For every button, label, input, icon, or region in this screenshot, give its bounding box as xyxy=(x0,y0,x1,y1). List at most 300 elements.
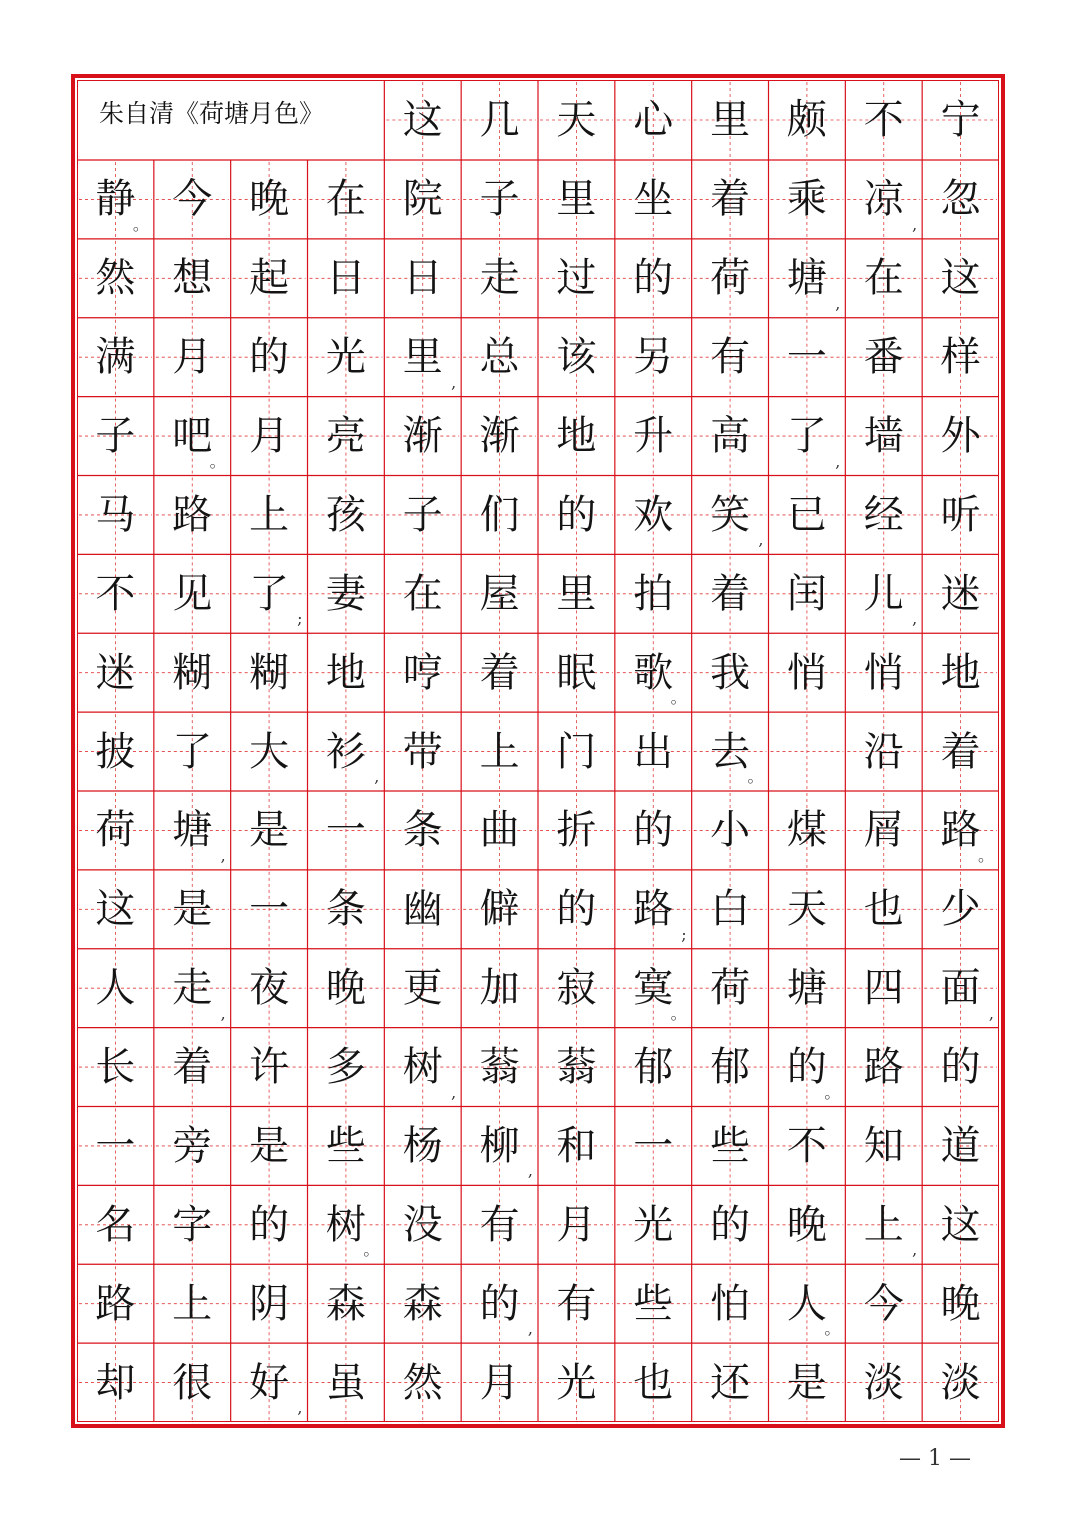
grid-cell xyxy=(692,1264,769,1343)
punctuation-mark: 。 xyxy=(363,1240,380,1260)
grid-cell xyxy=(77,318,154,397)
character: 知 xyxy=(863,1122,904,1169)
character: 马 xyxy=(95,491,136,538)
character: 有 xyxy=(710,334,751,381)
grid-cell xyxy=(154,791,231,870)
grid-cell xyxy=(769,476,846,555)
grid-cell xyxy=(154,1185,231,1264)
character: 上 xyxy=(249,491,290,538)
grid-cell xyxy=(692,1343,769,1422)
character: 不 xyxy=(786,1122,827,1169)
character: 月 xyxy=(479,1359,520,1406)
punctuation-mark: 。 xyxy=(824,1319,841,1339)
character: 月 xyxy=(172,334,213,381)
grid-cell xyxy=(308,318,385,397)
grid-cell xyxy=(231,791,308,870)
character: 少 xyxy=(940,886,981,933)
character: 地 xyxy=(325,649,366,696)
punctuation-mark: 。 xyxy=(670,688,687,708)
grid-cell xyxy=(308,633,385,712)
character: 高 xyxy=(710,413,751,460)
character: 悄 xyxy=(786,649,827,696)
character: 起 xyxy=(249,255,290,302)
character: 杨 xyxy=(402,1122,443,1169)
grid-cell xyxy=(692,1185,769,1264)
character: 欢 xyxy=(633,491,674,538)
grid-cell xyxy=(615,476,692,555)
character: 森 xyxy=(325,1280,366,1327)
character: 好 xyxy=(249,1359,290,1406)
grid-cell xyxy=(769,633,846,712)
grid-cell xyxy=(231,318,308,397)
character: 淡 xyxy=(863,1359,904,1406)
grid-cell xyxy=(461,1185,538,1264)
character: 旁 xyxy=(172,1122,213,1169)
character: 拍 xyxy=(633,570,674,617)
grid-cell xyxy=(845,476,922,555)
grid-cell xyxy=(461,476,538,555)
grid-cell xyxy=(77,870,154,949)
grid-cell xyxy=(692,476,769,555)
grid-cell xyxy=(384,1028,461,1107)
grid-cell xyxy=(538,239,615,318)
character: 亮 xyxy=(325,413,366,460)
grid-cell xyxy=(769,318,846,397)
character: 渐 xyxy=(402,413,443,460)
punctuation-mark: , xyxy=(758,530,764,550)
grid-cell xyxy=(922,1343,999,1422)
character: 树 xyxy=(402,1044,443,1091)
grid-cell xyxy=(461,160,538,239)
grid-cell xyxy=(845,1028,922,1107)
character: 里 xyxy=(710,97,751,143)
grid-cell xyxy=(154,397,231,476)
character: 寞 xyxy=(633,965,674,1012)
grid-cell xyxy=(845,160,922,239)
grid-cell xyxy=(922,397,999,476)
grid-cell xyxy=(769,160,846,239)
character: 眠 xyxy=(556,649,597,696)
character: 加 xyxy=(479,965,520,1012)
character: 今 xyxy=(863,1280,904,1327)
character: 在 xyxy=(863,255,904,302)
grid-cell xyxy=(922,80,999,160)
punctuation-mark: , xyxy=(374,767,380,786)
page-number: — 1 — xyxy=(899,1445,971,1471)
character: 很 xyxy=(172,1359,213,1406)
grid-cell xyxy=(615,397,692,476)
character: 荷 xyxy=(95,807,136,854)
punctuation-mark: , xyxy=(988,1003,994,1023)
character: 树 xyxy=(325,1201,366,1248)
grid-cell xyxy=(231,1343,308,1422)
grid-cell xyxy=(77,1343,154,1422)
grid-cell xyxy=(615,633,692,712)
character: 这 xyxy=(940,1201,981,1248)
character: 满 xyxy=(95,334,136,381)
character: 着 xyxy=(940,728,981,775)
character: 走 xyxy=(172,965,213,1012)
character: 月 xyxy=(249,413,290,460)
character: 天 xyxy=(786,886,827,933)
grid-cell xyxy=(615,712,692,791)
grid-cell xyxy=(769,80,846,160)
character: 夜 xyxy=(249,965,290,1012)
character: 子 xyxy=(479,176,520,223)
character: 已 xyxy=(786,491,827,538)
character: 着 xyxy=(710,176,751,223)
grid-cell xyxy=(308,949,385,1028)
character: 上 xyxy=(172,1280,213,1327)
grid-cell xyxy=(538,1107,615,1186)
character: 道 xyxy=(940,1122,981,1169)
grid-cell xyxy=(77,1264,154,1343)
grid-cell xyxy=(692,554,769,633)
character: 僻 xyxy=(479,886,520,933)
character: 里 xyxy=(402,334,443,381)
grid-cell xyxy=(461,949,538,1028)
character: 歌 xyxy=(633,649,674,696)
grid-cell xyxy=(845,554,922,633)
character: 光 xyxy=(556,1359,597,1406)
character: 和 xyxy=(556,1122,597,1169)
character: 也 xyxy=(863,886,904,933)
grid-cell xyxy=(769,397,846,476)
grid-cell xyxy=(154,870,231,949)
grid-cell xyxy=(384,476,461,555)
character: 悄 xyxy=(863,649,904,696)
grid-cell xyxy=(692,870,769,949)
grid-cell xyxy=(845,80,922,160)
grid-cell xyxy=(308,712,385,791)
character: 折 xyxy=(556,807,597,854)
character: 塘 xyxy=(786,255,827,302)
grid-cell xyxy=(538,949,615,1028)
character: 这 xyxy=(95,886,136,933)
grid-cell xyxy=(922,476,999,555)
grid-cell xyxy=(231,1264,308,1343)
grid-cell xyxy=(308,1185,385,1264)
character: 地 xyxy=(556,413,597,460)
character: 郁 xyxy=(710,1044,751,1091)
grid-cell xyxy=(154,318,231,397)
grid-cell xyxy=(769,1343,846,1422)
grid-cell xyxy=(538,318,615,397)
character: 的 xyxy=(633,255,674,302)
punctuation-mark: 。 xyxy=(824,1082,841,1102)
character: 心 xyxy=(633,97,674,143)
grid-cell xyxy=(538,397,615,476)
character: 有 xyxy=(556,1280,597,1327)
grid-cell xyxy=(384,1343,461,1422)
grid-cell xyxy=(77,791,154,870)
grid-cell xyxy=(615,318,692,397)
character: 条 xyxy=(325,886,366,933)
grid-cell xyxy=(154,949,231,1028)
character: 荷 xyxy=(710,255,751,302)
grid-cell xyxy=(538,633,615,712)
grid-cell xyxy=(922,712,999,791)
grid-cell xyxy=(154,160,231,239)
character: 的 xyxy=(556,491,597,538)
character: 儿 xyxy=(863,570,904,617)
grid-cell xyxy=(692,633,769,712)
character: 然 xyxy=(402,1359,443,1406)
character: 长 xyxy=(95,1044,136,1091)
character: 不 xyxy=(95,570,136,617)
grid-cell xyxy=(231,554,308,633)
character: 路 xyxy=(172,491,213,538)
grid-cell xyxy=(384,397,461,476)
grid-cell xyxy=(461,554,538,633)
character: 着 xyxy=(172,1044,213,1091)
grid-cell xyxy=(845,870,922,949)
character: 的 xyxy=(249,334,290,381)
character: 晚 xyxy=(786,1201,827,1248)
grid-cell xyxy=(538,1343,615,1422)
grid-cell xyxy=(845,1185,922,1264)
grid-cell xyxy=(769,949,846,1028)
grid-cell xyxy=(615,870,692,949)
grid-cell xyxy=(461,318,538,397)
grid-cell xyxy=(308,1107,385,1186)
character: 我 xyxy=(710,649,751,696)
character: 墙 xyxy=(863,413,904,460)
character: 屋 xyxy=(479,570,520,617)
character: 里 xyxy=(556,176,597,223)
character: 晚 xyxy=(940,1280,981,1327)
grid-cell xyxy=(922,633,999,712)
character: 走 xyxy=(479,255,520,302)
character: 妻 xyxy=(325,570,366,617)
grid-cell xyxy=(538,791,615,870)
punctuation-mark: , xyxy=(220,845,226,865)
character: 了 xyxy=(172,728,213,775)
character: 蓊 xyxy=(556,1044,597,1091)
punctuation-mark: , xyxy=(527,1161,533,1181)
grid-cell xyxy=(615,239,692,318)
grid-cell xyxy=(692,318,769,397)
character: 的 xyxy=(940,1044,981,1091)
character: 坐 xyxy=(633,176,674,223)
grid-cell xyxy=(538,870,615,949)
character: 名 xyxy=(95,1201,136,1248)
grid-cell xyxy=(461,1264,538,1343)
grid-cell xyxy=(615,1185,692,1264)
grid-cell xyxy=(231,1107,308,1186)
grid-cell xyxy=(615,1028,692,1107)
character: 许 xyxy=(249,1044,290,1091)
punctuation-mark: , xyxy=(527,1319,533,1339)
character: 幽 xyxy=(402,886,443,933)
grid-cell xyxy=(615,1107,692,1186)
character: 寂 xyxy=(556,965,597,1012)
grid-cell xyxy=(538,160,615,239)
grid-cell xyxy=(922,554,999,633)
character: 些 xyxy=(325,1122,366,1169)
character: 路 xyxy=(940,807,981,854)
character: 一 xyxy=(786,334,827,381)
grid-cell xyxy=(461,1107,538,1186)
character: 柳 xyxy=(479,1122,520,1169)
grid-cell xyxy=(922,791,999,870)
character: 衫 xyxy=(325,728,366,775)
character: 虽 xyxy=(325,1359,366,1406)
grid-cell xyxy=(615,1264,692,1343)
grid-cell xyxy=(692,239,769,318)
grid-cell xyxy=(77,1185,154,1264)
character: 凉 xyxy=(863,176,904,223)
character: 出 xyxy=(633,728,674,775)
grid-cell xyxy=(538,80,615,160)
grid-cell xyxy=(308,1343,385,1422)
character: 蓊 xyxy=(479,1044,520,1091)
character: 渐 xyxy=(479,413,520,460)
character: 森 xyxy=(402,1280,443,1327)
punctuation-mark: , xyxy=(220,1003,226,1023)
grid-cell xyxy=(769,1185,846,1264)
grid-cell xyxy=(692,1028,769,1107)
grid-cell xyxy=(77,397,154,476)
character: 想 xyxy=(172,255,213,302)
grid-cell xyxy=(384,1107,461,1186)
character: 院 xyxy=(402,176,443,223)
character: 曲 xyxy=(479,807,520,854)
grid-cell xyxy=(384,80,461,160)
character: 忽 xyxy=(940,176,981,223)
grid-cell xyxy=(154,633,231,712)
character: 晚 xyxy=(249,176,290,223)
grid-cell xyxy=(231,949,308,1028)
grid-cell xyxy=(538,712,615,791)
character: 煤 xyxy=(786,807,827,854)
grid-cell xyxy=(154,1264,231,1343)
character: 一 xyxy=(325,807,366,854)
character: 笑 xyxy=(710,491,751,538)
character: 一 xyxy=(633,1122,674,1169)
punctuation-mark: 。 xyxy=(747,767,764,786)
grid-cell xyxy=(308,1264,385,1343)
grid-cell xyxy=(692,791,769,870)
character: 哼 xyxy=(402,649,443,696)
grid-cell xyxy=(769,1028,846,1107)
character: 升 xyxy=(633,413,674,460)
punctuation-mark: , xyxy=(912,609,918,629)
character: 怕 xyxy=(710,1280,751,1327)
grid-cell xyxy=(77,476,154,555)
grid-cell xyxy=(845,318,922,397)
grid-cell xyxy=(461,397,538,476)
character: 还 xyxy=(710,1359,751,1406)
character: 不 xyxy=(863,97,904,143)
grid-cell xyxy=(461,633,538,712)
grid-cell xyxy=(308,791,385,870)
grid-cell xyxy=(922,318,999,397)
grid-cell xyxy=(769,239,846,318)
character: 去 xyxy=(710,728,751,775)
grid-cell xyxy=(308,870,385,949)
grid-cell xyxy=(384,239,461,318)
character: 过 xyxy=(556,255,597,302)
grid-cell xyxy=(308,1028,385,1107)
grid-cell xyxy=(77,633,154,712)
character: 糊 xyxy=(249,649,290,696)
character: 迷 xyxy=(940,570,981,617)
grid-cell xyxy=(461,80,538,160)
grid-cell xyxy=(77,239,154,318)
grid-cell xyxy=(231,712,308,791)
character: 日 xyxy=(325,255,366,302)
grid-cell xyxy=(154,1107,231,1186)
grid-cell xyxy=(538,476,615,555)
character: 总 xyxy=(479,334,520,381)
character: 大 xyxy=(249,728,290,775)
grid-cell xyxy=(154,1343,231,1422)
grid-cell xyxy=(922,1185,999,1264)
grid-cell xyxy=(769,1264,846,1343)
grid-cell xyxy=(384,633,461,712)
grid-cell xyxy=(308,397,385,476)
character: 迷 xyxy=(95,649,136,696)
character: 小 xyxy=(710,807,751,854)
character: 的 xyxy=(786,1044,827,1091)
character: 该 xyxy=(556,334,597,381)
character: 披 xyxy=(95,728,136,775)
punctuation-mark: 。 xyxy=(977,845,994,865)
character: 些 xyxy=(710,1122,751,1169)
grid-cell xyxy=(384,160,461,239)
punctuation-mark: , xyxy=(835,451,841,471)
grid-cell xyxy=(845,397,922,476)
character: 地 xyxy=(940,649,981,696)
punctuation-mark: ; xyxy=(297,609,303,629)
grid-cell xyxy=(615,554,692,633)
grid-cell xyxy=(384,318,461,397)
grid-cell xyxy=(922,1107,999,1186)
grid-cell xyxy=(922,160,999,239)
character: 吧 xyxy=(172,413,213,460)
grid-cell xyxy=(922,1264,999,1343)
character: 的 xyxy=(479,1280,520,1327)
character: 沿 xyxy=(863,728,904,775)
grid-cell xyxy=(845,791,922,870)
character: 阴 xyxy=(249,1280,290,1327)
character: 听 xyxy=(940,491,981,538)
grid-cell xyxy=(308,554,385,633)
character: 宁 xyxy=(940,97,981,143)
grid-cell xyxy=(692,949,769,1028)
character: 没 xyxy=(402,1201,443,1248)
character: 人 xyxy=(95,965,136,1012)
character: 外 xyxy=(940,413,981,460)
character: 也 xyxy=(633,1359,674,1406)
character: 条 xyxy=(402,807,443,854)
character: 上 xyxy=(479,728,520,775)
grid-cell xyxy=(77,712,154,791)
character: 多 xyxy=(325,1044,366,1091)
character: 样 xyxy=(940,334,981,381)
grid-cell xyxy=(922,1028,999,1107)
grid-cell xyxy=(769,870,846,949)
character: 月 xyxy=(556,1201,597,1248)
character: 一 xyxy=(95,1122,136,1169)
grid-cell xyxy=(922,870,999,949)
grid-cell xyxy=(231,476,308,555)
grid-cell xyxy=(77,1107,154,1186)
character: 几 xyxy=(479,97,520,143)
grid-cell xyxy=(845,1107,922,1186)
character: 四 xyxy=(863,965,904,1012)
